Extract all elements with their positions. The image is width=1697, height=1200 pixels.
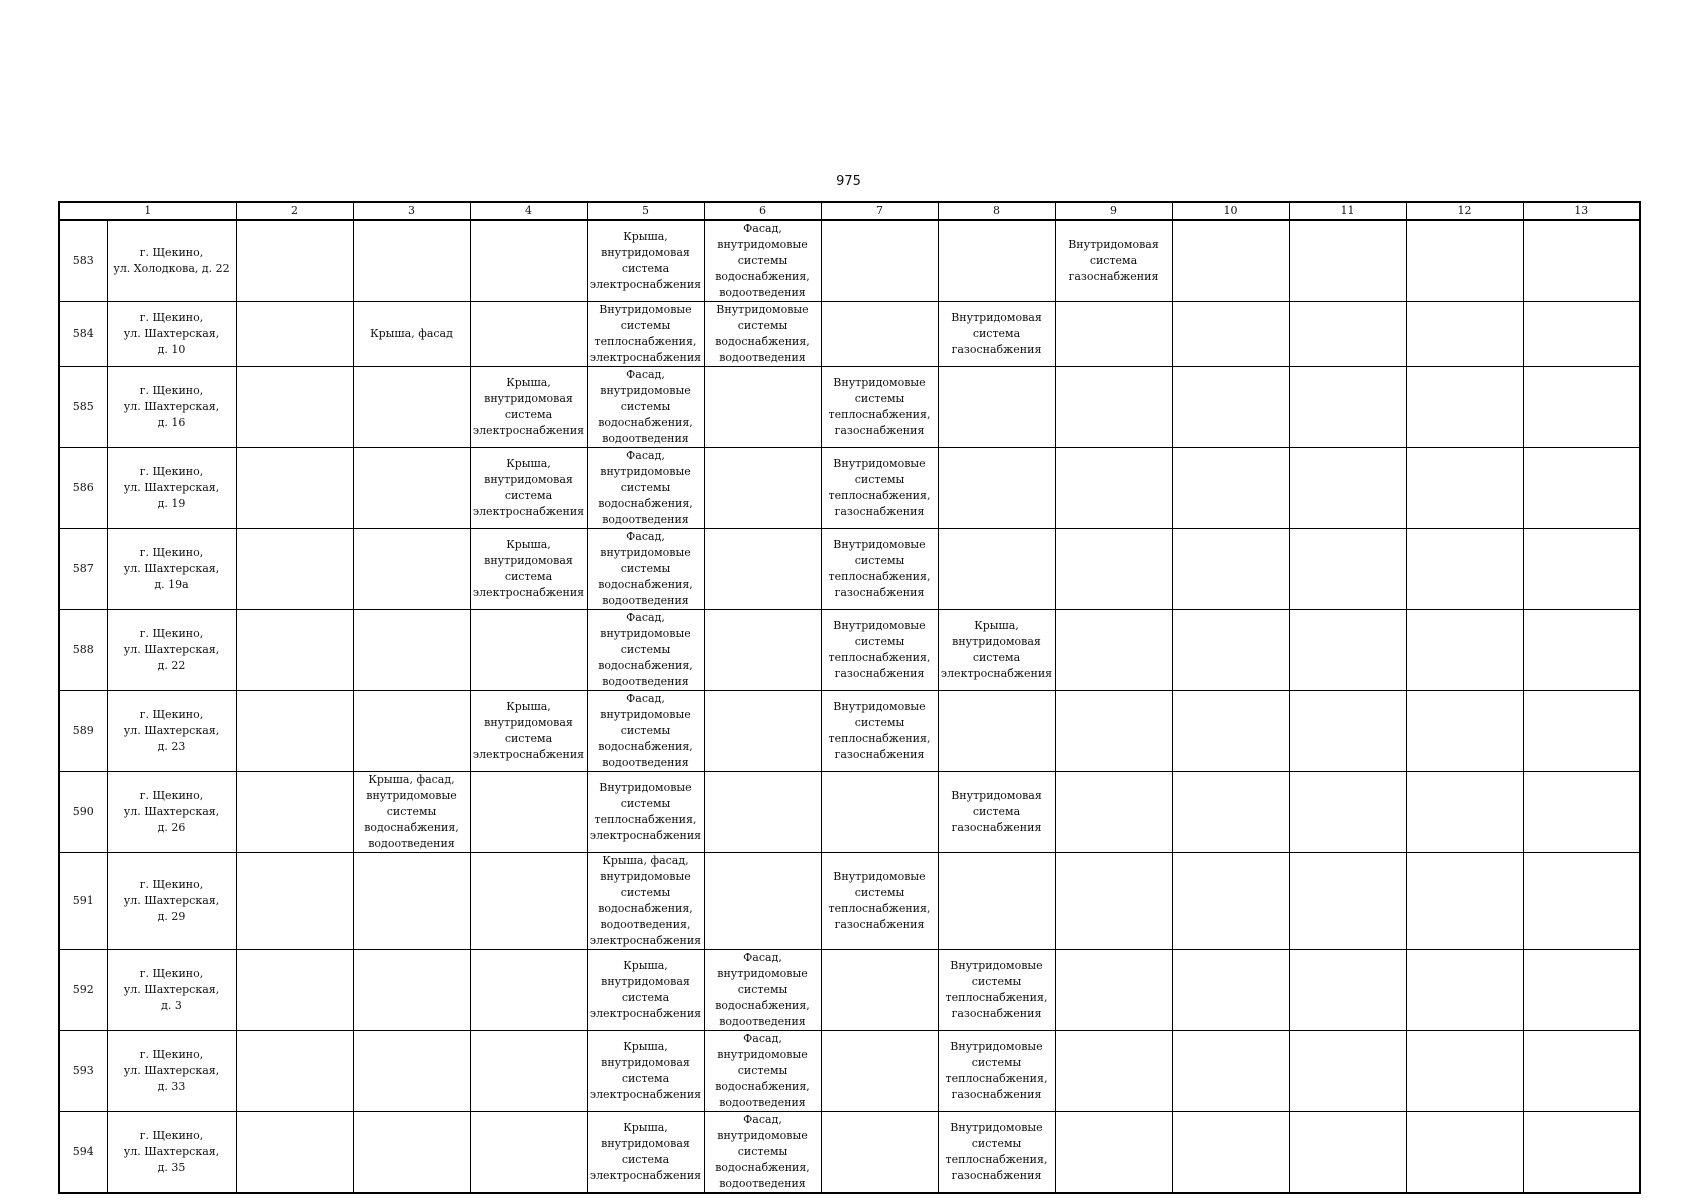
header-col-9: 9 bbox=[1055, 202, 1172, 220]
work-cell-4: Крыша, внутридомовая система электроснабжения bbox=[470, 367, 587, 448]
work-cell-5: Крыша, фасад, внутридомовые системы водоснабжения, водоотведения, электроснабжения bbox=[587, 853, 704, 950]
work-cell-6: Фасад, внутридомовые системы водоснабжения, водоотведения bbox=[704, 1112, 821, 1194]
work-cell-9 bbox=[1055, 302, 1172, 367]
work-cell-8: Внутридомовая система газоснабжения bbox=[938, 302, 1055, 367]
table-row bbox=[59, 367, 1640, 448]
header-col-1: 1 bbox=[59, 202, 236, 220]
address-cell: г. Щекино, ул. Шахтерская, д. 19а bbox=[107, 529, 236, 610]
row-number-cell: 586 bbox=[59, 448, 107, 529]
repair-schedule-table bbox=[58, 201, 1641, 1194]
page-number: 975 bbox=[836, 174, 861, 189]
table-row bbox=[59, 1112, 1640, 1194]
work-cell-3 bbox=[353, 853, 470, 950]
work-cell-10 bbox=[1172, 1031, 1289, 1112]
table-row bbox=[59, 691, 1640, 772]
work-cell-12 bbox=[1406, 1112, 1523, 1194]
row-number-cell: 585 bbox=[59, 367, 107, 448]
work-cell-11 bbox=[1289, 529, 1406, 610]
work-cell-5: Фасад, внутридомовые системы водоснабжения, водоотведения bbox=[587, 529, 704, 610]
work-cell-13 bbox=[1523, 853, 1640, 950]
work-cell-11 bbox=[1289, 610, 1406, 691]
header-col-7: 7 bbox=[821, 202, 938, 220]
work-cell-12 bbox=[1406, 448, 1523, 529]
table-row bbox=[59, 853, 1640, 950]
work-cell-2 bbox=[236, 691, 353, 772]
work-cell-6: Фасад, внутридомовые системы водоснабжения, водоотведения bbox=[704, 950, 821, 1031]
work-cell-12 bbox=[1406, 302, 1523, 367]
work-cell-7 bbox=[821, 772, 938, 853]
work-cell-6 bbox=[704, 691, 821, 772]
row-number-cell: 591 bbox=[59, 853, 107, 950]
address-cell: г. Щекино, ул. Шахтерская, д. 33 bbox=[107, 1031, 236, 1112]
work-cell-11 bbox=[1289, 772, 1406, 853]
work-cell-6: Фасад, внутридомовые системы водоснабжения, водоотведения bbox=[704, 1031, 821, 1112]
work-cell-5: Крыша, внутридомовая система электроснабжения bbox=[587, 1112, 704, 1194]
address-cell: г. Щекино, ул. Холодкова, д. 22 bbox=[107, 220, 236, 302]
work-cell-2 bbox=[236, 448, 353, 529]
work-cell-11 bbox=[1289, 220, 1406, 302]
work-cell-13 bbox=[1523, 220, 1640, 302]
work-cell-8: Внутридомовые системы теплоснабжения, газоснабжения bbox=[938, 1031, 1055, 1112]
row-number-cell: 593 bbox=[59, 1031, 107, 1112]
work-cell-6: Фасад, внутридомовые системы водоснабжения, водоотведения bbox=[704, 220, 821, 302]
work-cell-9 bbox=[1055, 691, 1172, 772]
address-cell: г. Щекино, ул. Шахтерская, д. 19 bbox=[107, 448, 236, 529]
work-cell-13 bbox=[1523, 950, 1640, 1031]
table-row bbox=[59, 220, 1640, 302]
table-row bbox=[59, 448, 1640, 529]
row-number-cell: 588 bbox=[59, 610, 107, 691]
work-cell-5: Фасад, внутридомовые системы водоснабжения, водоотведения bbox=[587, 367, 704, 448]
table-row bbox=[59, 529, 1640, 610]
header-col-11: 11 bbox=[1289, 202, 1406, 220]
address-cell: г. Щекино, ул. Шахтерская, д. 10 bbox=[107, 302, 236, 367]
work-cell-6 bbox=[704, 772, 821, 853]
work-cell-5: Крыша, внутридомовая система электроснабжения bbox=[587, 220, 704, 302]
work-cell-13 bbox=[1523, 1031, 1640, 1112]
work-cell-13 bbox=[1523, 1112, 1640, 1194]
table-row bbox=[59, 610, 1640, 691]
address-cell: г. Щекино, ул. Шахтерская, д. 16 bbox=[107, 367, 236, 448]
row-number-cell: 587 bbox=[59, 529, 107, 610]
work-cell-13 bbox=[1523, 691, 1640, 772]
work-cell-12 bbox=[1406, 950, 1523, 1031]
table-row bbox=[59, 1031, 1640, 1112]
work-cell-12 bbox=[1406, 1031, 1523, 1112]
work-cell-11 bbox=[1289, 1031, 1406, 1112]
work-cell-7: Внутридомовые системы теплоснабжения, газоснабжения bbox=[821, 529, 938, 610]
row-number-cell: 589 bbox=[59, 691, 107, 772]
row-number-cell: 592 bbox=[59, 950, 107, 1031]
work-cell-2 bbox=[236, 529, 353, 610]
work-cell-12 bbox=[1406, 610, 1523, 691]
work-cell-12 bbox=[1406, 367, 1523, 448]
address-cell: г. Щекино, ул. Шахтерская, д. 22 bbox=[107, 610, 236, 691]
work-cell-7 bbox=[821, 950, 938, 1031]
work-cell-11 bbox=[1289, 950, 1406, 1031]
work-cell-2 bbox=[236, 1112, 353, 1194]
work-cell-6: Внутридомовые системы водоснабжения, водоотведения bbox=[704, 302, 821, 367]
table-row bbox=[59, 772, 1640, 853]
work-cell-7: Внутридомовые системы теплоснабжения, газоснабжения bbox=[821, 448, 938, 529]
header-col-2: 2 bbox=[236, 202, 353, 220]
work-cell-8 bbox=[938, 448, 1055, 529]
work-cell-2 bbox=[236, 853, 353, 950]
work-cell-13 bbox=[1523, 302, 1640, 367]
work-cell-8: Внутридомовая система газоснабжения bbox=[938, 772, 1055, 853]
table-body bbox=[59, 220, 1640, 1193]
work-cell-12 bbox=[1406, 220, 1523, 302]
header-col-10: 10 bbox=[1172, 202, 1289, 220]
table-header bbox=[59, 202, 1640, 220]
work-cell-7 bbox=[821, 302, 938, 367]
work-cell-10 bbox=[1172, 691, 1289, 772]
work-cell-8: Крыша, внутридомовая система электроснабжения bbox=[938, 610, 1055, 691]
address-cell: г. Щекино, ул. Шахтерская, д. 26 bbox=[107, 772, 236, 853]
address-cell: г. Щекино, ул. Шахтерская, д. 35 bbox=[107, 1112, 236, 1194]
work-cell-4: Крыша, внутридомовая система электроснабжения bbox=[470, 691, 587, 772]
work-cell-5: Внутридомовые системы теплоснабжения, электроснабжения bbox=[587, 772, 704, 853]
work-cell-13 bbox=[1523, 610, 1640, 691]
work-cell-6 bbox=[704, 529, 821, 610]
work-cell-4 bbox=[470, 853, 587, 950]
address-cell: г. Щекино, ул. Шахтерская, д. 29 bbox=[107, 853, 236, 950]
work-cell-13 bbox=[1523, 772, 1640, 853]
row-number-cell: 590 bbox=[59, 772, 107, 853]
work-cell-4: Крыша, внутридомовая система электроснабжения bbox=[470, 529, 587, 610]
work-cell-9 bbox=[1055, 950, 1172, 1031]
address-cell: г. Щекино, ул. Шахтерская, д. 3 bbox=[107, 950, 236, 1031]
work-cell-5: Фасад, внутридомовые системы водоснабжения, водоотведения bbox=[587, 691, 704, 772]
work-cell-8 bbox=[938, 220, 1055, 302]
work-cell-2 bbox=[236, 610, 353, 691]
work-cell-3 bbox=[353, 1031, 470, 1112]
work-cell-5: Крыша, внутридомовая система электроснабжения bbox=[587, 950, 704, 1031]
work-cell-9 bbox=[1055, 1031, 1172, 1112]
work-cell-9 bbox=[1055, 367, 1172, 448]
work-cell-7 bbox=[821, 1031, 938, 1112]
work-cell-6 bbox=[704, 610, 821, 691]
work-cell-4 bbox=[470, 220, 587, 302]
work-cell-4 bbox=[470, 302, 587, 367]
work-cell-13 bbox=[1523, 367, 1640, 448]
header-row bbox=[59, 202, 1640, 220]
work-cell-2 bbox=[236, 772, 353, 853]
header-col-3: 3 bbox=[353, 202, 470, 220]
work-cell-10 bbox=[1172, 1112, 1289, 1194]
work-cell-9 bbox=[1055, 772, 1172, 853]
work-cell-7: Внутридомовые системы теплоснабжения, газоснабжения bbox=[821, 853, 938, 950]
work-cell-3 bbox=[353, 367, 470, 448]
work-cell-13 bbox=[1523, 529, 1640, 610]
header-col-12: 12 bbox=[1406, 202, 1523, 220]
header-col-8: 8 bbox=[938, 202, 1055, 220]
header-col-4: 4 bbox=[470, 202, 587, 220]
work-cell-4 bbox=[470, 1112, 587, 1194]
work-cell-3 bbox=[353, 610, 470, 691]
work-cell-10 bbox=[1172, 529, 1289, 610]
work-cell-7: Внутридомовые системы теплоснабжения, газоснабжения bbox=[821, 691, 938, 772]
work-cell-8: Внутридомовые системы теплоснабжения, газоснабжения bbox=[938, 950, 1055, 1031]
work-cell-11 bbox=[1289, 691, 1406, 772]
work-cell-10 bbox=[1172, 610, 1289, 691]
header-col-5: 5 bbox=[587, 202, 704, 220]
work-cell-5: Фасад, внутридомовые системы водоснабжения, водоотведения bbox=[587, 610, 704, 691]
work-cell-6 bbox=[704, 853, 821, 950]
work-cell-6 bbox=[704, 448, 821, 529]
work-cell-11 bbox=[1289, 1112, 1406, 1194]
work-cell-7 bbox=[821, 1112, 938, 1194]
work-cell-9 bbox=[1055, 610, 1172, 691]
work-cell-8 bbox=[938, 529, 1055, 610]
work-cell-2 bbox=[236, 950, 353, 1031]
work-cell-3: Крыша, фасад, внутридомовые системы водоснабжения, водоотведения bbox=[353, 772, 470, 853]
work-cell-10 bbox=[1172, 367, 1289, 448]
work-cell-2 bbox=[236, 302, 353, 367]
work-cell-9 bbox=[1055, 448, 1172, 529]
work-cell-11 bbox=[1289, 853, 1406, 950]
work-cell-5: Крыша, внутридомовая система электроснабжения bbox=[587, 1031, 704, 1112]
work-cell-9: Внутридомовая система газоснабжения bbox=[1055, 220, 1172, 302]
work-cell-12 bbox=[1406, 853, 1523, 950]
work-cell-3 bbox=[353, 950, 470, 1031]
work-cell-7: Внутридомовые системы теплоснабжения, газоснабжения bbox=[821, 610, 938, 691]
work-cell-7 bbox=[821, 220, 938, 302]
header-col-13: 13 bbox=[1523, 202, 1640, 220]
work-cell-10 bbox=[1172, 448, 1289, 529]
work-cell-10 bbox=[1172, 950, 1289, 1031]
work-cell-4 bbox=[470, 772, 587, 853]
work-cell-4: Крыша, внутридомовая система электроснабжения bbox=[470, 448, 587, 529]
work-cell-6 bbox=[704, 367, 821, 448]
work-cell-8: Внутридомовые системы теплоснабжения, газоснабжения bbox=[938, 1112, 1055, 1194]
work-cell-12 bbox=[1406, 772, 1523, 853]
work-cell-8 bbox=[938, 853, 1055, 950]
work-cell-11 bbox=[1289, 302, 1406, 367]
work-cell-4 bbox=[470, 610, 587, 691]
work-cell-5: Фасад, внутридомовые системы водоснабжения, водоотведения bbox=[587, 448, 704, 529]
work-cell-12 bbox=[1406, 529, 1523, 610]
work-cell-3 bbox=[353, 1112, 470, 1194]
work-cell-8 bbox=[938, 691, 1055, 772]
work-cell-10 bbox=[1172, 220, 1289, 302]
work-cell-3 bbox=[353, 529, 470, 610]
row-number-cell: 584 bbox=[59, 302, 107, 367]
work-cell-10 bbox=[1172, 302, 1289, 367]
header-col-6: 6 bbox=[704, 202, 821, 220]
work-cell-2 bbox=[236, 1031, 353, 1112]
row-number-cell: 583 bbox=[59, 220, 107, 302]
work-cell-4 bbox=[470, 950, 587, 1031]
work-cell-11 bbox=[1289, 367, 1406, 448]
work-cell-2 bbox=[236, 367, 353, 448]
work-cell-5: Внутридомовые системы теплоснабжения, электроснабжения bbox=[587, 302, 704, 367]
table-row bbox=[59, 950, 1640, 1031]
work-cell-9 bbox=[1055, 1112, 1172, 1194]
work-cell-12 bbox=[1406, 691, 1523, 772]
work-cell-7: Внутридомовые системы теплоснабжения, газоснабжения bbox=[821, 367, 938, 448]
address-cell: г. Щекино, ул. Шахтерская, д. 23 bbox=[107, 691, 236, 772]
work-cell-3 bbox=[353, 220, 470, 302]
work-cell-9 bbox=[1055, 853, 1172, 950]
work-cell-10 bbox=[1172, 772, 1289, 853]
work-cell-4 bbox=[470, 1031, 587, 1112]
work-cell-8 bbox=[938, 367, 1055, 448]
work-cell-9 bbox=[1055, 529, 1172, 610]
row-number-cell: 594 bbox=[59, 1112, 107, 1194]
work-cell-3 bbox=[353, 448, 470, 529]
work-cell-3 bbox=[353, 691, 470, 772]
work-cell-13 bbox=[1523, 448, 1640, 529]
work-cell-3: Крыша, фасад bbox=[353, 302, 470, 367]
work-cell-10 bbox=[1172, 853, 1289, 950]
table-row bbox=[59, 302, 1640, 367]
work-cell-2 bbox=[236, 220, 353, 302]
work-cell-11 bbox=[1289, 448, 1406, 529]
